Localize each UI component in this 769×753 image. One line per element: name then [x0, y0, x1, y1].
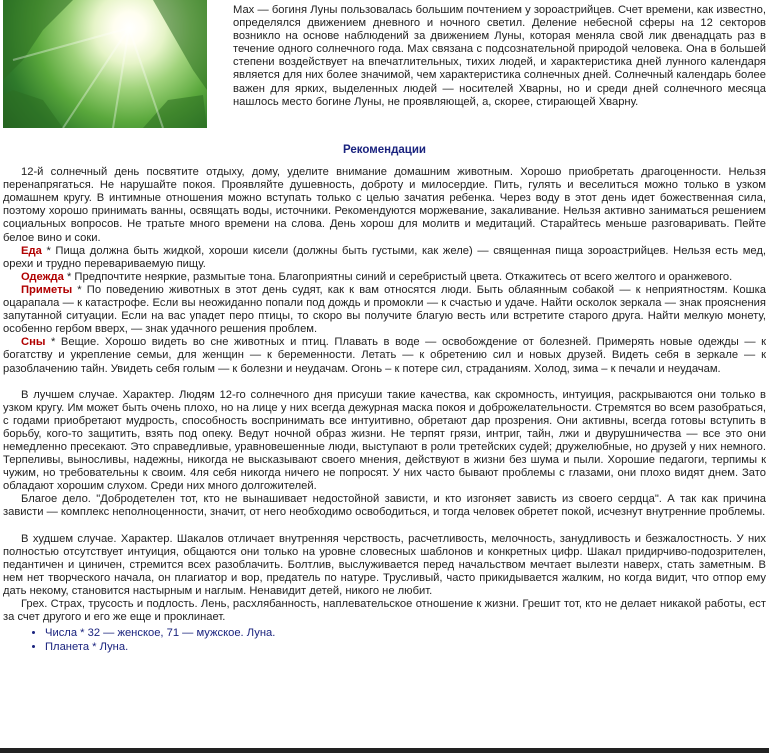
list-item-numbers: • Числа * 32 — женское, 71 — мужское. Луна. — [45, 627, 766, 641]
worst-case-text: В худшем случае. Характер. Шакалов отличает внутренняя черствость, расчетливость, мелочность, занудливость и безжалостность. У них полностью отсутствует интуиция, общаются они только на уровне словесных шаблонов и конкретных цифр. Шакал придирчиво-подозрителен, педантичен и циничен, стремится всех разоблачить. Болтлив, выслуживается перед начальством мечтает вылезти наверх, стать заметным. В нем нет творческого начала, он плагиатор и вор, предатель по натуре. Трусливый, часто прикидывается жалким, но когда видит, что отпор ему дать некому, становится настырным и наглым. Ненавидит детей, никого не любит. — [3, 532, 766, 597]
omens-label: Приметы — [21, 283, 73, 296]
dreams-paragraph — [3, 336, 766, 375]
info-list — [3, 627, 766, 654]
clothes-paragraph — [3, 271, 766, 284]
bottom-edge — [0, 748, 769, 753]
best-case-text: В лучшем случае. Характер. Людям 12-го солнечного дня присуши такие качества, как скромность, интуиция, раскрываются они только в узком кругу. Им может быть очень плохо, но на лице у них всегда дежурная маска покоя и доброжелательности. Стремятся во всем разобраться, с годами приобретают мудрость, способность воспринимать все интуитивно, обретают дар прозрения. Они активны, всегда готовы вступить в борьбу, кого-то защитить, взять под опеку. Ведут ночной образ жизни. Не терпят грязи, интриг, тайн, лжи и двурушничества — все это они немедленно пресекают. Это справедливые, уравновешенные люди, выступают в роли третейских судей; дружелюбные, но друзей у них немного. Терпеливы, выносливы, надежны, никогда не высказывают своего мнения, действуют в жизни без шума и пыли. Хорошие педагоги, терпимы к чужим, но требовательны к своим. 4ля себя никогда ничего не попросят. У них часто бывают проблемы с глазами, они плохо видят днем. Зато обладают хорошим слухом. Среди них много долгожителей. — [3, 388, 766, 493]
clothes-text: * Предпочтите неяркие, размытые тона. Благоприятны синий и серебристый цвета. Откажитесь от всего желтого и оранжевого. — [63, 270, 733, 283]
intro-text: Мах — богиня Луны пользовалась большим почтением у зороастрийцев. Счет времени, как известно, определялся движением дневного и ночного светил. Деление небесной сферы на 12 секторов возникло на основе наблюдений за движением Луны, которая меняла свой лик двенадцать раз в течение одного солнечного года. Мах связана с подсознательной природой человека. Она в большей степени воздействует на впечатлительных, тихих людей, и характеристика дней лунного календаря является для них более значимой, чем характеристика солнечных дней. Солнечный календарь более важен для ярких, выделенных людей — носителей Хварны, но и среди дней солнечного месяца нашлось место богине Луны, не проявляющей, а, скорее, стирающей Хварну. — [233, 4, 766, 108]
omens-text: * По поведению животных в этот день судят, как к вам относятся люди. Быть облаянным собакой — к неприятностям. Кошка оцарапала — к катастрофе. Если вы неожиданно попали под дождь и промокли — к счастью и удаче. Найти осколок зеркала — знак прояснения запутанной ситуации. Если на вас упадет перо птицы, то скоро вы получите благую весть или встретите старого друга. Найти мелкую монету, особенно гербом вверх, — знак удачного решения проблем. — [3, 283, 766, 336]
sky-photo — [3, 0, 207, 128]
food-label: Еда — [21, 244, 42, 257]
dreams-label: Сны — [21, 336, 46, 349]
clothes-label: Одежда — [21, 270, 64, 283]
list-item-planet: • Планета * Луна. — [45, 641, 766, 655]
section-heading: Рекомендации — [342, 144, 426, 156]
recommendations-text: 12-й солнечный день посвятите отдыху, дому, уделите внимание домашним животным. Хорошо приобретать драгоценности. Нельзя перенапрягаться. Не нарушайте покоя. Проявляйте душевность, доброту и милосердие. Пить, гулять и веселиться можно только в узком домашнем кругу. В интимные отношения можно вступать только с целью зачатия ребенка. Через воду в этот день идет божественная сила, поэтому хорошо принимать ванны, освящать воды, источники. Рекомендуются моржевание, закаливание. Нельзя активно заниматься решением социальных вопросов. Не тратьте много времени на слова. День хорош для молитв и медитаций. Старайтесь меньше разговаривать. Пейте белое вино и соки. — [3, 166, 766, 244]
good-deed-text: Благое дело. "Добродетелен тот, кто не вынашивает недостойной зависти, и кто изгоняет зависть из своего сердца". А так как причина зависти — комплекс неполноценности, значит, от него необходимо освободиться, и тогда человек обретет покой, исчезнут внутренние проблемы. — [3, 493, 766, 519]
omens-paragraph — [3, 284, 766, 336]
food-paragraph — [3, 245, 766, 271]
food-text: * Пища должна быть жидкой, хороши кисели (должны быть густыми, как желе) — священная пища зороастрийцев. Нельзя есть мед, орехи и трудно перевариваемую пищу. — [3, 244, 766, 270]
sin-text: Грех. Страх, трусость и подлость. Лень, расхлябанность, наплевательское отношение к жизни. Грешит тот, кто не делает никакой работы, ест за счет другого и его же еще и проклинает. — [3, 598, 766, 624]
dreams-text: * Вещие. Хорошо видеть во сне животных и птиц. Плавать в воде — освобождение от болезней. Примерять новые одежды — к богатству и укрепление семьи, для женщин — к беременности. Летать — к обретению сил и новых друзей. Видеть себя в зеркале — к разоблачению тайн. Увидеть себя голым — к болезни и неудачам. Огонь – к потере сил, страданиям. Холод, зима – к печали и неудачам. — [3, 336, 766, 375]
